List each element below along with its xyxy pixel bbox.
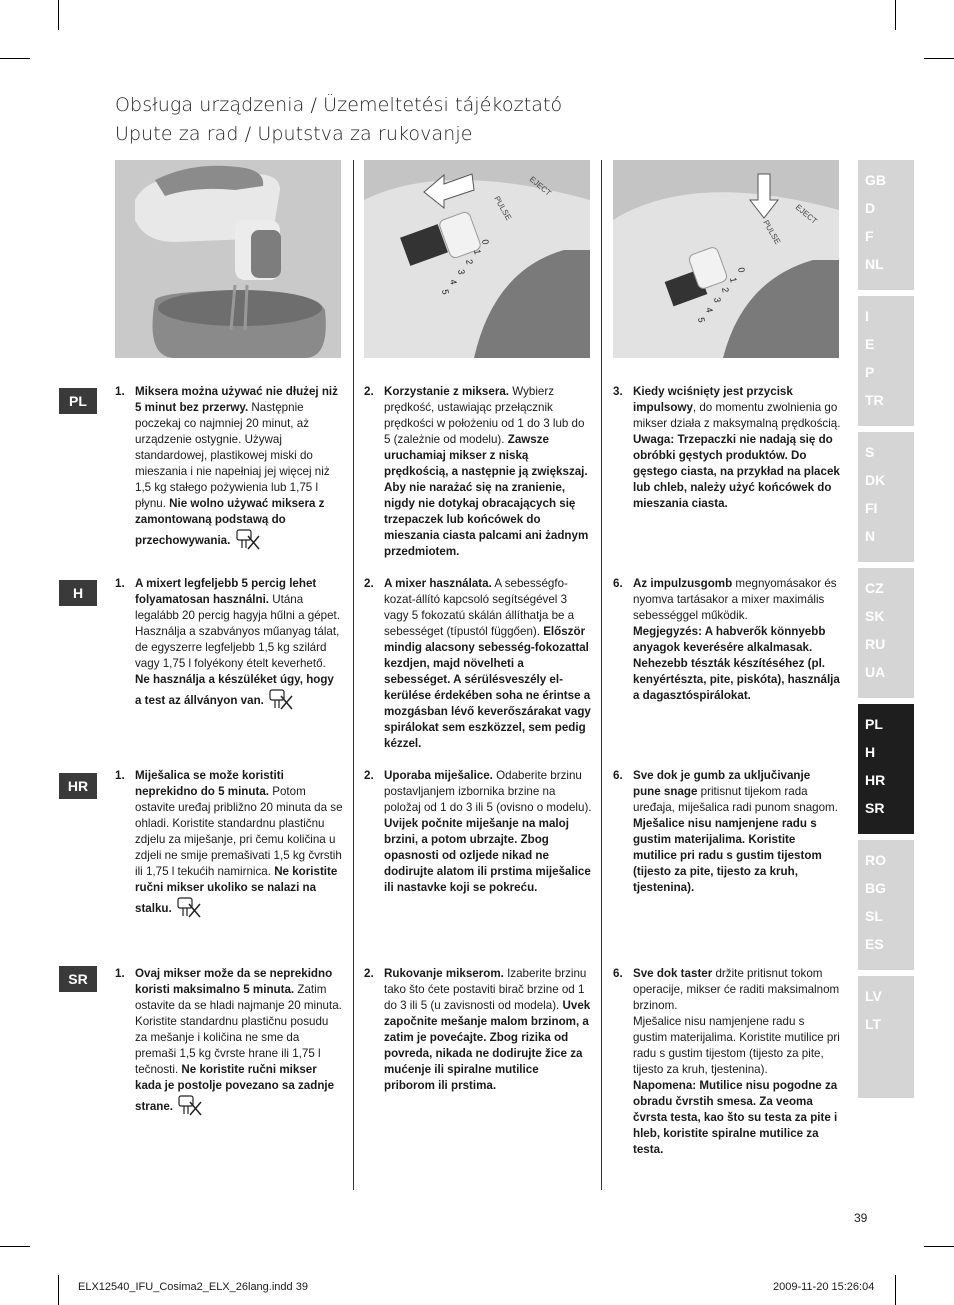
crop-mark bbox=[895, 0, 896, 30]
language-tab-bg[interactable]: BG bbox=[865, 880, 886, 896]
speed-label-0: 0 bbox=[736, 266, 747, 274]
language-tab-d[interactable]: D bbox=[865, 200, 876, 216]
footer-file-info: ELX12540_IFU_Cosima2_ELX_26lang.indd 39 bbox=[78, 1281, 308, 1293]
language-tab-es[interactable]: ES bbox=[865, 936, 884, 952]
language-tab-dk[interactable]: DK bbox=[865, 472, 886, 488]
step-text: Korzystanie z miksera. Wybierz prędkość, ustawiając przełącznik prędkości w położeniu od 1 do 3 lub do 5 (zależnie od modelu). Zawsze uruchamiaj mikser z niską prędkością, a następnie ją zwiększaj. Aby nie narażać się na zranienie, nigdy nie dotykaj obracających się trzepaczek lub końcówek do mieszania ciasta palcami ani żadnym przedmiotem. bbox=[384, 385, 589, 558]
step-text: Kiedy wciśnięty jest przycisk impulsowy, do momentu zwolnienia go mikser działa z maksymalną prędkością. Uwaga: Trzepaczki nie nadają się do obróbki gęstych produktów. Do gęstego ciasta, na przykład na placek lub chleb, należy użyć końcówek do mieszania ciasta. bbox=[633, 385, 841, 510]
speed-label-3: 3 bbox=[712, 296, 723, 304]
language-tab-tr[interactable]: TR bbox=[865, 392, 884, 408]
speed-label-5: 5 bbox=[696, 316, 707, 324]
instruction-paragraph bbox=[364, 966, 592, 1094]
instruction-paragraph bbox=[115, 576, 343, 710]
pulse-label: PULSE bbox=[761, 218, 783, 246]
speed-label-1: 1 bbox=[472, 248, 483, 256]
instruction-paragraph bbox=[115, 966, 343, 1116]
crop-mark bbox=[58, 0, 59, 30]
step-number: 2. bbox=[364, 385, 374, 398]
step-text: A mixert legfeljebb 5 percig lehet folyamatosan használni. Utána legalább 20 percig hagyja hűlni a gépet. Használja a szabványos műanyag tálat, de egyszerre legfeljebb 1,5 kg szilárd vagy 1,75 l folyékony ételt keverhető. Ne használja a készüléket úgy, hogy a test az állványon van. bbox=[135, 576, 343, 710]
language-tab-s[interactable]: S bbox=[865, 444, 875, 460]
instruction-paragraph bbox=[115, 768, 343, 918]
step-text: Uporaba miješalice. Odaberite brzinu postavljanjem izbornika brzine na položaj od 1 do 3 ili 5 (ovisno o modelu). Uvijek počnite miješanje na maloj brzini, a potom ubrzajte. Zbog opasnosti od ozljede nikad ne dodirujte alatom ili prstima miješalice ili nastavke koji se pokreću. bbox=[384, 769, 592, 894]
language-tab-lv[interactable]: LV bbox=[865, 988, 882, 1004]
language-tab-group[interactable] bbox=[858, 976, 914, 1098]
language-tab-fi[interactable]: FI bbox=[865, 500, 878, 516]
instruction-paragraph bbox=[613, 768, 841, 896]
step-number: 1. bbox=[115, 967, 125, 980]
step-text: Ovaj mikser može da se neprekidno koristi maksimalno 5 minuta. Zatim ostavite da se hladi najmanje 20 minuta. Koristite standardnu plastičnu posudu za mešanje i količina ne sme da premaši 1,5 kg čvrste hrane ili 1,75 l tečnosti. Ne koristite ručni mikser kada je postolje povezano sa zadnje strane. bbox=[135, 966, 343, 1116]
speed-label-4: 4 bbox=[448, 278, 459, 286]
language-tab-ru[interactable]: RU bbox=[865, 636, 886, 652]
step-number: 6. bbox=[613, 967, 623, 980]
step-number: 6. bbox=[613, 769, 623, 782]
step-text: Rukovanje mikserom. Izaberite brzinu tako što ćete postaviti birač brzine od 1 do 3 ili 5 (u zavisnosti od modela). Uvek započnite mešanje malom brzinom, a zatim je povećajte. Zbog rizika od povreda, nikada ne dodirujte žice za mućenje ili spiralne mutilice priborom ili prstima. bbox=[384, 967, 591, 1092]
instruction-paragraph bbox=[613, 966, 841, 1158]
speed-switch-illustration bbox=[364, 160, 590, 358]
speed-label-3: 3 bbox=[456, 268, 467, 276]
no-stand-icon bbox=[234, 528, 260, 550]
step-number: 2. bbox=[364, 577, 374, 590]
speed-label-4: 4 bbox=[704, 306, 715, 314]
language-tab-nl[interactable]: NL bbox=[865, 256, 884, 272]
language-tab-group[interactable] bbox=[858, 432, 914, 562]
step-text: Miješalica se može koristiti neprekidno do 5 minuta. Potom ostavite uređaj približno 20 minuta da se ohladi. Koristite standardnu plastičnu zdjelu za miješanje, pri čemu količina u zdjeli ne smije premašivati 1,5 kg čvrstih ili 1,75 l tekućih namirnica. Ne koristite ručni mikser ukoliko se nalazi na stalku. bbox=[135, 768, 343, 918]
step-number: 1. bbox=[115, 769, 125, 782]
pulse-label: PULSE bbox=[492, 194, 514, 222]
page-number: 39 bbox=[854, 1211, 868, 1225]
no-stand-icon bbox=[176, 1094, 202, 1116]
language-tab-ro[interactable]: RO bbox=[865, 852, 886, 868]
instruction-paragraph bbox=[613, 576, 841, 704]
step-number: 3. bbox=[613, 385, 623, 398]
language-tab-ua[interactable]: UA bbox=[865, 664, 886, 680]
language-tab-sl[interactable]: SL bbox=[865, 908, 883, 924]
step-number: 1. bbox=[115, 385, 125, 398]
language-tab-group[interactable] bbox=[858, 704, 914, 834]
footer-timestamp: 2009-11-20 15:26:04 bbox=[773, 1281, 875, 1293]
language-tab-group[interactable] bbox=[858, 568, 914, 698]
step-number: 2. bbox=[364, 967, 374, 980]
language-tab-e[interactable]: E bbox=[865, 336, 875, 352]
language-tab-group[interactable] bbox=[858, 296, 914, 426]
language-tab-p[interactable]: P bbox=[865, 364, 875, 380]
language-tab-i[interactable]: I bbox=[865, 308, 869, 324]
crop-mark bbox=[0, 58, 30, 59]
page-title-line2: Upute za rad / Uputstva za rukovanje bbox=[115, 123, 473, 145]
no-stand-icon bbox=[175, 896, 201, 918]
language-tab-hr[interactable]: HR bbox=[865, 772, 886, 788]
lang-badge-h: H bbox=[59, 580, 97, 606]
step-text: Sve dok taster držite pritisnut tokom operacije, mikser će raditi maksimalnom brzinom. Mješalice nisu namjenjene radu s gustim materijalima. Koristite mutilice pri radu s gustim tijestom (tijesto za pite, tijesto za kruh, tjestenina). Napomena: Mutilice nisu pogodne za obradu čvrstih smesa. Za veoma čvrsta testa, kao što su testa za pite i hleb, koristite spiralne mutilice za testa. bbox=[633, 967, 840, 1156]
lang-badge-hr: HR bbox=[59, 773, 97, 799]
eject-label: EJECT bbox=[527, 174, 553, 198]
language-tab-group[interactable] bbox=[858, 160, 914, 290]
crop-mark bbox=[924, 58, 954, 59]
step-number: 6. bbox=[613, 577, 623, 590]
step-text: Az impulzusgomb megnyomásakor és nyomva tartásakor a mixer maximális sebességgel működik. Megjegyzés: A habverők könnyebb anyagok keverésére alkalmasak. Nehezebb tészták készítéséhez (pl. kenyértészta, pite, piskóta), használja a dagasztóspirálokat. bbox=[633, 577, 840, 702]
step-text: A mixer használata. A sebességfo-kozat-állító kapcsoló segítségével 3 vagy 5 fokozatú skálán állíthatja be a sebességet (típustól függően). Először mindig alacsony sebesség-fokozattal kezdjen, majd növelheti a sebességet. A sérülésveszély el-kerülése érdekében soha ne érintse a mozgásban lévő keverőszárakat vagy spirálokat sem eszközzel, sem pedig kézzel. bbox=[384, 577, 591, 750]
language-tab-pl[interactable]: PL bbox=[865, 716, 883, 732]
crop-mark bbox=[924, 1246, 954, 1247]
page-title-line1: Obsługa urządzenia / Üzemeltetési tájékoztató bbox=[115, 94, 563, 116]
speed-label-2: 2 bbox=[464, 258, 475, 266]
speed-label-2: 2 bbox=[720, 286, 731, 294]
column-divider bbox=[353, 160, 354, 1190]
speed-label-5: 5 bbox=[440, 288, 451, 296]
instruction-paragraph bbox=[364, 384, 592, 560]
step-text: Miksera można używać nie dłużej niż 5 minut bez przerwy. Następnie poczekaj co najmniej 20 minut, aż urządzenie ostygnie. Używaj standardowej, plastikowej miski do mieszania i nie napełniaj jej więcej niż 1,5 kg stałego pożywienia lub 1,75 l płynu. Nie wolno używać miksera z zamontowaną podstawą do przechowywania. bbox=[135, 384, 343, 550]
language-tab-h[interactable]: H bbox=[865, 744, 876, 760]
eject-label: EJECT bbox=[793, 202, 819, 226]
language-tab-f[interactable]: F bbox=[865, 228, 874, 244]
lang-badge-sr: SR bbox=[59, 966, 97, 992]
mixer-illustration bbox=[115, 160, 341, 358]
crop-mark bbox=[0, 1246, 30, 1247]
pulse-button-illustration bbox=[613, 160, 839, 358]
step-number: 1. bbox=[115, 577, 125, 590]
language-tab-sk[interactable]: SK bbox=[865, 608, 885, 624]
instruction-paragraph bbox=[613, 384, 841, 512]
instruction-paragraph bbox=[364, 576, 592, 752]
step-number: 2. bbox=[364, 769, 374, 782]
speed-label-1: 1 bbox=[728, 276, 739, 284]
crop-mark bbox=[895, 1275, 896, 1305]
instruction-paragraph bbox=[364, 768, 592, 896]
crop-mark bbox=[58, 1275, 59, 1305]
language-tab-n[interactable]: N bbox=[865, 528, 876, 544]
language-tab-group[interactable] bbox=[858, 840, 914, 970]
column-divider bbox=[601, 160, 602, 1190]
language-tab-lt[interactable]: LT bbox=[865, 1016, 882, 1032]
lang-badge-pl: PL bbox=[59, 388, 97, 414]
language-tab-gb[interactable]: GB bbox=[865, 172, 886, 188]
no-stand-icon bbox=[267, 688, 293, 710]
language-tab-sr[interactable]: SR bbox=[865, 800, 885, 816]
instruction-paragraph bbox=[115, 384, 343, 550]
language-tab-cz[interactable]: CZ bbox=[865, 580, 884, 596]
step-text: Sve dok je gumb za uključivanje pune snage pritisnut tijekom rada uređaja, miješalica radi punom snagom. Mješalice nisu namjenjene radu s gustim materijalima. Koristite mutilice pri radu s gustim tijestom (tijesto za pite, tijesto za kruh, tjestenina). bbox=[633, 769, 838, 894]
speed-label-0: 0 bbox=[480, 238, 491, 246]
